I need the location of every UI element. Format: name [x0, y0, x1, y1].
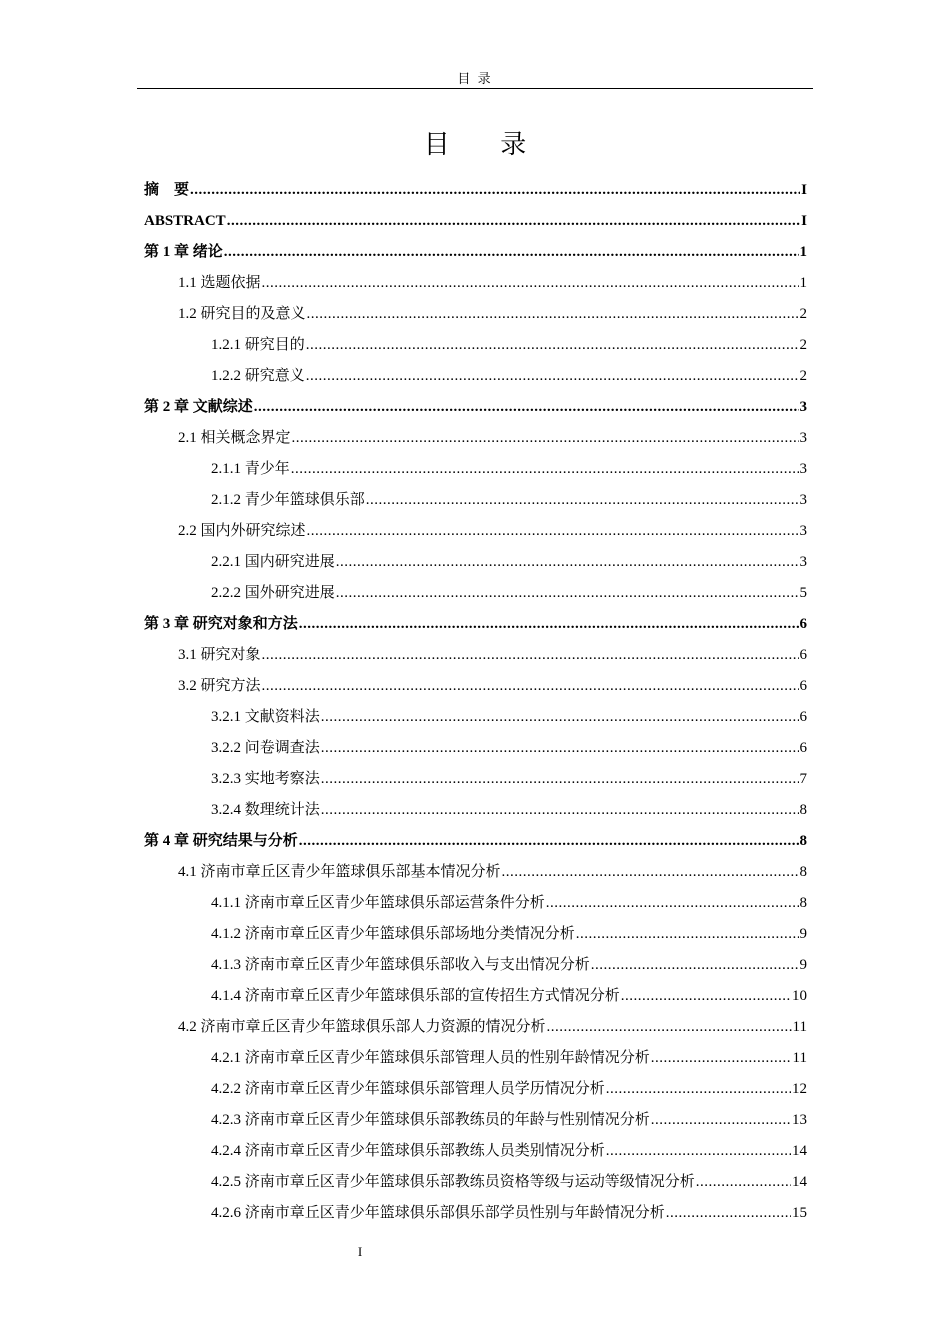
toc-entry[interactable]	[144, 392, 807, 423]
toc-entry[interactable]	[144, 175, 807, 206]
toc-entry-label: 第 1 章 绪论	[144, 244, 223, 260]
toc-entry-label: 1.2 研究目的及意义	[178, 306, 306, 322]
toc-dot-leader	[336, 547, 799, 578]
toc-entry-label: 2.1 相关概念界定	[178, 430, 291, 446]
toc-entry[interactable]	[144, 826, 807, 857]
toc-entry-label: 第 3 章 研究对象和方法	[144, 616, 298, 632]
toc-entry-page: 6	[799, 647, 807, 663]
toc-dot-leader	[321, 764, 799, 795]
toc-dot-leader	[190, 175, 800, 206]
toc-entry[interactable]	[144, 640, 807, 671]
toc-entry-label: 4.1 济南市章丘区青少年篮球俱乐部基本情况分析	[178, 864, 501, 880]
toc-entry-label: 3.2.3 实地考察法	[211, 771, 320, 787]
toc-entry-page: 3	[799, 554, 807, 570]
toc-entry-label: 4.2 济南市章丘区青少年篮球俱乐部人力资源的情况分析	[178, 1019, 546, 1035]
toc-entry[interactable]	[144, 888, 807, 919]
toc-entry[interactable]	[144, 330, 807, 361]
toc-entry-page: 1	[799, 275, 807, 291]
toc-entry-label: 4.1.1 济南市章丘区青少年篮球俱乐部运营条件分析	[211, 895, 545, 911]
toc-entry-label: 摘 要	[144, 182, 190, 198]
toc-entry[interactable]	[144, 206, 807, 237]
toc-entry[interactable]	[144, 1074, 807, 1105]
toc-entry-page: 15	[792, 1205, 807, 1221]
toc-entry-page: 9	[799, 957, 807, 973]
running-header: 目 录	[457, 71, 493, 86]
toc-entry-label: 1.1 选题依据	[178, 275, 261, 291]
toc-dot-leader	[606, 1136, 791, 1167]
toc-dot-leader	[291, 454, 799, 485]
toc-dot-leader	[696, 1167, 791, 1198]
toc-entry[interactable]	[144, 485, 807, 516]
toc-entry-label: 2.2 国内外研究综述	[178, 523, 306, 539]
toc-dot-leader	[576, 919, 799, 950]
toc-dot-leader	[299, 609, 799, 640]
toc-entry-label: 2.2.1 国内研究进展	[211, 554, 335, 570]
toc-entry-label: 1.2.2 研究意义	[211, 368, 305, 384]
toc-dot-leader	[306, 330, 799, 361]
toc-entry-label: 4.2.2 济南市章丘区青少年篮球俱乐部管理人员学历情况分析	[211, 1081, 605, 1097]
toc-entry-label: 4.1.4 济南市章丘区青少年篮球俱乐部的宣传招生方式情况分析	[211, 988, 620, 1004]
toc-entry[interactable]	[144, 578, 807, 609]
toc-entry-page: 6	[799, 709, 807, 725]
toc-entry-page: 5	[799, 585, 807, 601]
toc-dot-leader	[306, 361, 799, 392]
toc-dot-leader	[254, 392, 799, 423]
toc-entry[interactable]	[144, 423, 807, 454]
toc-dot-leader	[321, 795, 799, 826]
toc-entry-label: 3.1 研究对象	[178, 647, 261, 663]
toc-entry-page: 8	[799, 864, 807, 880]
toc-entry-page: 2	[799, 306, 807, 322]
toc-entry-page: 8	[799, 833, 807, 849]
toc-dot-leader	[321, 733, 799, 764]
toc-entry[interactable]	[144, 609, 807, 640]
toc-entry[interactable]	[144, 268, 807, 299]
toc-entry[interactable]	[144, 1105, 807, 1136]
toc-entry-page: 13	[792, 1112, 807, 1128]
toc-dot-leader	[502, 857, 799, 888]
toc-entry-page: 14	[792, 1143, 807, 1159]
toc-entry[interactable]	[144, 733, 807, 764]
toc-dot-leader	[366, 485, 799, 516]
toc-entry-label: 2.2.2 国外研究进展	[211, 585, 335, 601]
toc-dot-leader	[666, 1198, 791, 1229]
toc-entry-page: 14	[792, 1174, 807, 1190]
toc-entry-page: 3	[799, 399, 807, 415]
toc-dot-leader	[336, 578, 799, 609]
toc-entry[interactable]	[144, 1167, 807, 1198]
toc-entry-page: 10	[792, 988, 807, 1004]
toc-entry[interactable]	[144, 299, 807, 330]
page-title: 目 录	[423, 130, 549, 159]
toc-entry-page: I	[801, 213, 807, 229]
toc-entry-page: 2	[799, 368, 807, 384]
toc-entry-page: 3	[799, 461, 807, 477]
toc-dot-leader	[307, 299, 799, 330]
toc-dot-leader	[606, 1074, 791, 1105]
toc-entry-label: 3.2.4 数理统计法	[211, 802, 320, 818]
toc-entry[interactable]	[144, 516, 807, 547]
toc-entry-page: 3	[799, 492, 807, 508]
toc-entry[interactable]	[144, 1198, 807, 1229]
table-of-contents	[144, 175, 807, 1229]
toc-dot-leader	[307, 516, 799, 547]
toc-entry-page: 6	[799, 740, 807, 756]
toc-entry[interactable]	[144, 919, 807, 950]
toc-entry-label: 4.1.3 济南市章丘区青少年篮球俱乐部收入与支出情况分析	[211, 957, 590, 973]
toc-entry-label: 4.2.4 济南市章丘区青少年篮球俱乐部教练人员类别情况分析	[211, 1143, 605, 1159]
toc-entry-label: 3.2.1 文献资料法	[211, 709, 320, 725]
header-rule	[137, 88, 813, 89]
toc-entry-page: 3	[799, 430, 807, 446]
toc-entry-label: 2.1.2 青少年篮球俱乐部	[211, 492, 365, 508]
toc-entry-page: 3	[799, 523, 807, 539]
toc-entry-label: ABSTRACT	[144, 213, 226, 229]
toc-entry[interactable]	[144, 1043, 807, 1074]
toc-entry-label: 2.1.1 青少年	[211, 461, 290, 477]
toc-dot-leader	[621, 981, 791, 1012]
toc-entry[interactable]	[144, 764, 807, 795]
toc-dot-leader	[546, 888, 799, 919]
toc-entry[interactable]	[144, 1136, 807, 1167]
toc-entry-label: 4.2.3 济南市章丘区青少年篮球俱乐部教练员的年龄与性别情况分析	[211, 1112, 650, 1128]
toc-entry-page: 7	[799, 771, 807, 787]
toc-dot-leader	[292, 423, 799, 454]
toc-entry-label: 3.2 研究方法	[178, 678, 261, 694]
toc-entry[interactable]	[144, 795, 807, 826]
toc-dot-leader	[224, 237, 799, 268]
toc-entry[interactable]	[144, 950, 807, 981]
toc-entry[interactable]	[144, 857, 807, 888]
toc-entry-page: 8	[799, 802, 807, 818]
toc-entry-page: 9	[799, 926, 807, 942]
toc-entry-label: 4.2.5 济南市章丘区青少年篮球俱乐部教练员资格等级与运动等级情况分析	[211, 1174, 695, 1190]
toc-entry[interactable]	[144, 361, 807, 392]
toc-entry[interactable]	[144, 237, 807, 268]
toc-dot-leader	[651, 1043, 792, 1074]
toc-entry-page: 8	[799, 895, 807, 911]
toc-dot-leader	[262, 640, 799, 671]
toc-entry-label: 4.2.1 济南市章丘区青少年篮球俱乐部管理人员的性别年龄情况分析	[211, 1050, 650, 1066]
toc-dot-leader	[321, 702, 799, 733]
toc-entry[interactable]	[144, 547, 807, 578]
toc-entry-page: 1	[799, 244, 807, 260]
toc-entry-page: 2	[799, 337, 807, 353]
toc-dot-leader	[262, 671, 799, 702]
toc-entry-label: 第 2 章 文献综述	[144, 399, 253, 415]
toc-dot-leader	[547, 1012, 792, 1043]
toc-entry-page: 12	[792, 1081, 807, 1097]
toc-dot-leader	[262, 268, 799, 299]
toc-entry-label: 4.2.6 济南市章丘区青少年篮球俱乐部俱乐部学员性别与年龄情况分析	[211, 1205, 665, 1221]
toc-entry-label: 第 4 章 研究结果与分析	[144, 833, 298, 849]
toc-dot-leader	[299, 826, 799, 857]
toc-entry-label: 1.2.1 研究目的	[211, 337, 305, 353]
toc-entry-page: I	[801, 182, 807, 198]
toc-entry[interactable]	[144, 981, 807, 1012]
toc-entry[interactable]	[144, 454, 807, 485]
toc-dot-leader	[591, 950, 799, 981]
toc-entry[interactable]	[144, 702, 807, 733]
toc-entry[interactable]	[144, 1012, 807, 1043]
toc-entry-page: 6	[799, 678, 807, 694]
toc-entry-page: 6	[799, 616, 807, 632]
toc-dot-leader	[227, 206, 800, 237]
page-number: I	[357, 1244, 363, 1259]
toc-entry-label: 3.2.2 问卷调查法	[211, 740, 320, 756]
toc-entry-label: 4.1.2 济南市章丘区青少年篮球俱乐部场地分类情况分析	[211, 926, 575, 942]
toc-entry-page: 11	[792, 1050, 807, 1066]
toc-dot-leader	[651, 1105, 791, 1136]
toc-entry[interactable]	[144, 671, 807, 702]
toc-entry-page: 11	[792, 1019, 807, 1035]
